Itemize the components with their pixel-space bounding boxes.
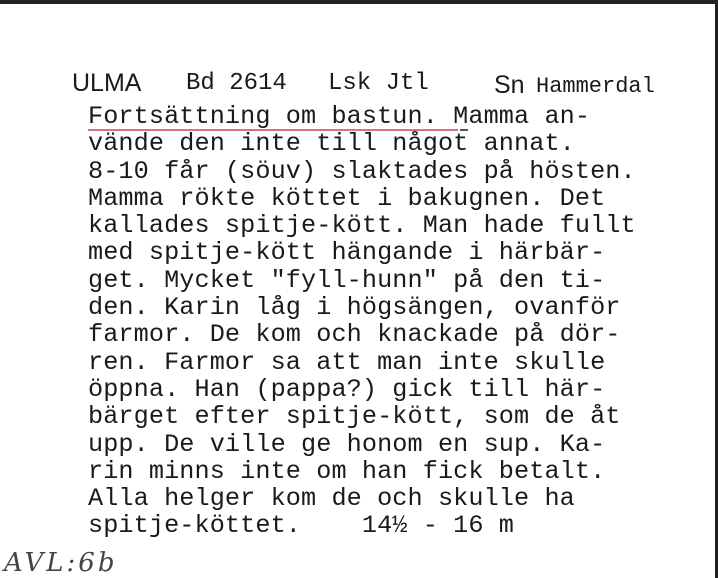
card-header	[0, 66, 718, 100]
handwritten-reference: AVL:6b	[4, 548, 118, 578]
volume-number: Bd 2614	[186, 70, 287, 97]
text-line: spitje-köttet. 14½ - 16 m	[88, 511, 515, 541]
text-line: Mamma rökte köttet i bakugnen. Det	[88, 183, 606, 213]
text-line: farmor. De kom och knackade på dör-	[88, 320, 621, 350]
text-line: upp. De ville ge honom en sup. Ka-	[88, 429, 606, 459]
text-line: med spitje-kött hängande i härbär-	[88, 238, 606, 268]
text-line: den. Karin låg i högsängen, ovanför	[88, 293, 621, 323]
parish-name: Hammerdal	[536, 74, 655, 99]
card-top-border	[0, 0, 718, 4]
text-line: vände den inte till något annat.	[88, 129, 575, 159]
archive-code: ULMA	[72, 69, 142, 97]
card-body-text	[88, 103, 708, 540]
text-line: kallades spitje-kött. Man hade fullt	[88, 211, 636, 241]
province: Lsk Jtl	[328, 70, 429, 97]
text-line: bärget efter spitje-kött, som de åt	[88, 402, 621, 432]
parish-label: Sn	[494, 71, 525, 99]
text-line: Fortsättning om bastun. Mamma an-	[88, 102, 591, 131]
text-line: ren. Farmor sa att man inte skulle	[88, 347, 606, 377]
text-line: öppna. Han (pappa?) gick till här-	[88, 374, 606, 404]
text-line: get. Mycket "fyll-hunn" på den ti-	[88, 265, 606, 295]
text-line: Alla helger kom de och skulle ha	[88, 484, 575, 514]
text-line: 8-10 får (söuv) slaktades på hösten.	[88, 156, 636, 186]
text-line: rin minns inte om han fick betalt.	[88, 456, 606, 486]
